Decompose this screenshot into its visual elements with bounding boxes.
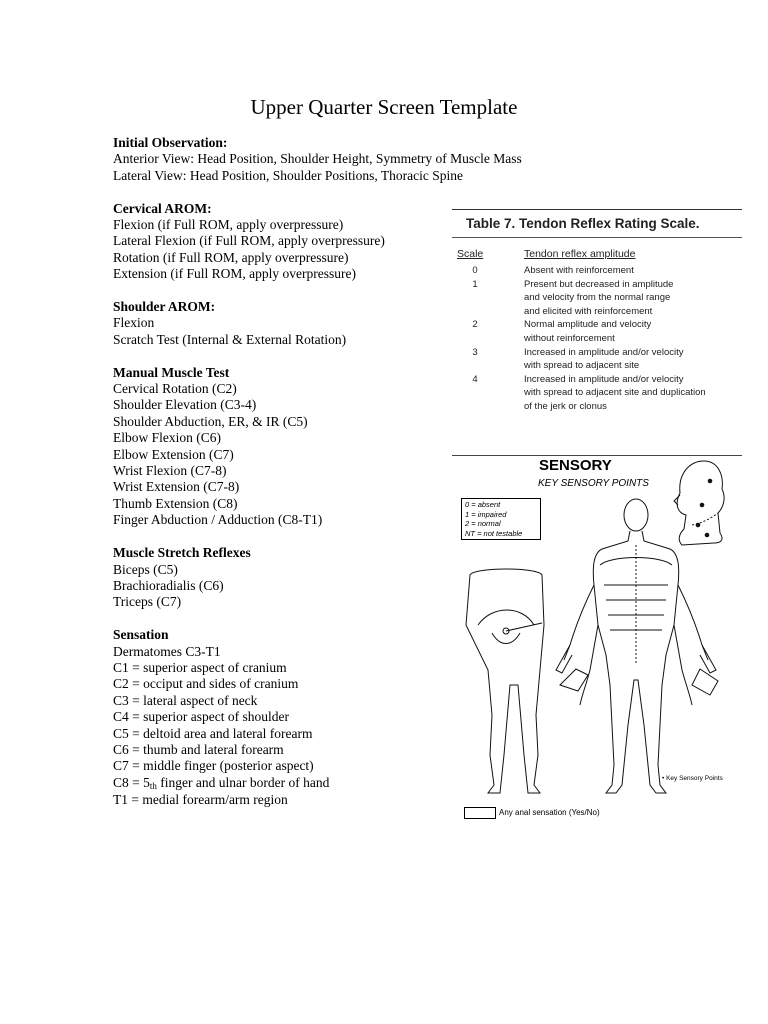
amplitude-line: Present but decreased in amplitude bbox=[524, 278, 674, 290]
list-item: Brachioradialis (C6) bbox=[113, 577, 224, 593]
list-item: C5 = deltoid area and lateral forearm bbox=[113, 725, 313, 741]
section-initial-observation bbox=[113, 135, 522, 184]
list-item: Flexion bbox=[113, 315, 155, 331]
amplitude-line: Normal amplitude and velocity bbox=[524, 319, 652, 331]
right-hand-drawing bbox=[692, 669, 718, 695]
table-row bbox=[452, 278, 742, 319]
list-item: Rotation (if Full ROM, apply overpressure) bbox=[113, 249, 349, 265]
section-heading: Shoulder AROM: bbox=[113, 299, 216, 315]
scale-value: 0 bbox=[472, 265, 478, 276]
legend-item: 0 = absent bbox=[465, 500, 501, 509]
list-item: Cervical Rotation (C2) bbox=[113, 381, 237, 397]
amplitude-line: and velocity from the normal range bbox=[524, 292, 671, 304]
posterior-body-drawing bbox=[466, 569, 544, 793]
section-muscle-stretch-reflexes bbox=[113, 545, 448, 611]
table-row bbox=[452, 264, 742, 278]
section-heading: Initial Observation: bbox=[113, 135, 228, 150]
list-item: C7 = middle finger (posterior aspect) bbox=[113, 758, 314, 774]
list-item: C2 = occiput and sides of cranium bbox=[113, 676, 299, 692]
amplitude-text bbox=[524, 318, 739, 345]
list-item: Flexion (if Full ROM, apply overpressure) bbox=[113, 217, 344, 233]
anal-sensation-box bbox=[464, 807, 496, 819]
key-points-label: • Key Sensory Points bbox=[662, 775, 723, 782]
legend-item: 2 = normal bbox=[465, 519, 501, 528]
scale-value: 2 bbox=[472, 319, 478, 331]
document-title: Upper Quarter Screen Template bbox=[250, 95, 518, 119]
list-item: C4 = superior aspect of shoulder bbox=[113, 709, 289, 725]
amplitude-line: Increased in amplitude and/or velocity bbox=[524, 373, 684, 385]
table-header-rule bbox=[452, 237, 742, 238]
section-heading: Muscle Stretch Reflexes bbox=[113, 545, 251, 561]
section-cervical-arom bbox=[113, 201, 448, 283]
amplitude-line: of the jerk or clonus bbox=[524, 400, 607, 412]
c8-prefix: C8 = 5 bbox=[113, 774, 150, 790]
amplitude-text bbox=[524, 264, 739, 278]
figure-top-rule bbox=[452, 455, 742, 456]
list-item-c8 bbox=[113, 775, 448, 792]
section-sensation bbox=[113, 627, 448, 808]
amplitude-line: and elicited with reinforcement bbox=[524, 305, 653, 317]
list-item: Thumb Extension (C8) bbox=[113, 495, 238, 511]
anal-sensation-label: Any anal sensation (Yes/No) bbox=[499, 808, 600, 817]
table-row bbox=[452, 373, 742, 414]
legend-item: 1 = impaired bbox=[465, 509, 507, 519]
table-title: Table 7. Tendon Reflex Rating Scale. bbox=[466, 216, 700, 231]
sensory-legend bbox=[461, 498, 541, 540]
anterior-body-drawing bbox=[556, 499, 716, 793]
section-heading: Sensation bbox=[113, 627, 169, 643]
section-shoulder-arom bbox=[113, 299, 448, 348]
table-row bbox=[452, 318, 742, 345]
scale-value: 4 bbox=[472, 373, 478, 385]
list-item: C1 = superior aspect of cranium bbox=[113, 659, 287, 675]
amplitude-line: with spread to adjacent site bbox=[524, 360, 640, 372]
section-manual-muscle-test bbox=[113, 365, 448, 529]
table-header bbox=[452, 248, 742, 264]
list-item: C3 = lateral aspect of neck bbox=[113, 692, 258, 708]
list-item: Anterior View: Head Position, Shoulder Height, Symmetry of Muscle Mass bbox=[113, 151, 522, 167]
list-item: Extension (if Full ROM, apply overpressure) bbox=[113, 266, 356, 282]
list-item: C6 = thumb and lateral forearm bbox=[113, 741, 284, 757]
amplitude-line: Absent with reinforcement bbox=[524, 265, 634, 276]
amplitude-text bbox=[524, 373, 739, 414]
sensory-figure bbox=[452, 455, 742, 825]
column-header-scale: Scale bbox=[457, 248, 484, 260]
list-item: Biceps (C5) bbox=[113, 561, 178, 577]
list-item: T1 = medial forearm/arm region bbox=[113, 792, 288, 808]
head-profile-drawing bbox=[674, 461, 724, 545]
sensory-subtitle: KEY SENSORY POINTS bbox=[538, 478, 649, 489]
list-item: Dermatomes C3-T1 bbox=[113, 643, 221, 659]
column-header-amplitude: Tendon reflex amplitude bbox=[524, 248, 636, 260]
legend-item: NT = not testable bbox=[465, 528, 523, 538]
list-item: Lateral Flexion (if Full ROM, apply overpressure) bbox=[113, 233, 385, 249]
list-item: Triceps (C7) bbox=[113, 594, 182, 610]
reflex-rating-table bbox=[452, 209, 742, 414]
table-row bbox=[452, 346, 742, 373]
scale-value: 1 bbox=[472, 278, 478, 290]
sensory-title: SENSORY bbox=[539, 457, 612, 474]
list-item: Shoulder Abduction, ER, & IR (C5) bbox=[113, 413, 308, 429]
amplitude-text bbox=[524, 346, 739, 373]
list-item: Elbow Extension (C7) bbox=[113, 446, 234, 462]
c8-ordinal: th bbox=[149, 780, 157, 791]
list-item: Wrist Extension (C7-8) bbox=[113, 479, 240, 495]
amplitude-line: without reinforcement bbox=[524, 332, 615, 344]
left-hand-drawing bbox=[560, 669, 588, 691]
c8-suffix: finger and ulnar border of hand bbox=[156, 774, 330, 790]
list-item: Finger Abduction / Adduction (C8-T1) bbox=[113, 512, 323, 528]
amplitude-text bbox=[524, 278, 739, 319]
list-item: Lateral View: Head Position, Shoulder Positions, Thoracic Spine bbox=[113, 167, 464, 183]
section-heading: Manual Muscle Test bbox=[113, 364, 230, 380]
amplitude-line: Increased in amplitude and/or velocity bbox=[524, 346, 684, 358]
list-item: Elbow Flexion (C6) bbox=[113, 430, 221, 446]
scale-value: 3 bbox=[472, 346, 478, 358]
list-item: Shoulder Elevation (C3-4) bbox=[113, 397, 257, 413]
list-item: Wrist Flexion (C7-8) bbox=[113, 463, 227, 479]
section-heading: Cervical AROM: bbox=[113, 200, 212, 216]
list-item: Scratch Test (Internal & External Rotation) bbox=[113, 331, 347, 347]
amplitude-line: with spread to adjacent site and duplication bbox=[524, 387, 706, 399]
